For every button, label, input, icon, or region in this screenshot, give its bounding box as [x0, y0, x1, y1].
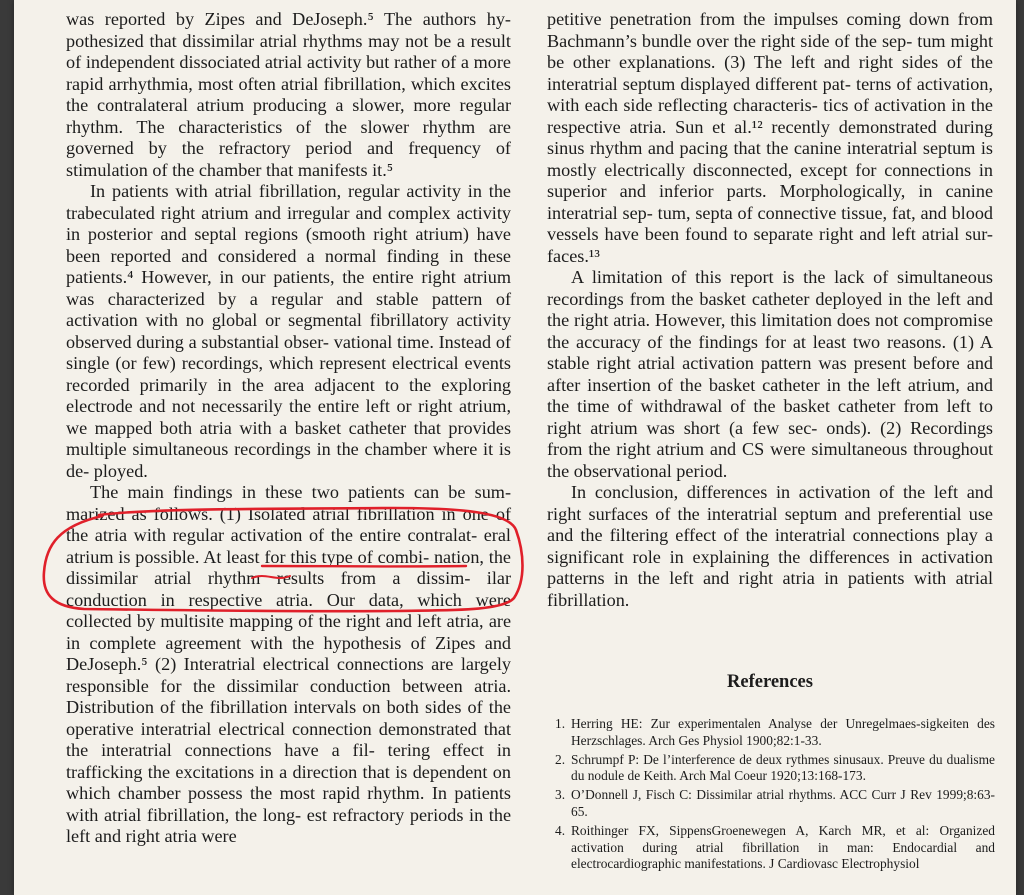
text-line: right surfaces of the interatrial septum and preferential — [547, 503, 962, 524]
text-line: demonstrated that the interatrial connections have a fil- — [66, 718, 511, 760]
text-line: eral atrium is possible. At least for this type of combi- — [66, 525, 511, 567]
right-paragraph-2 — [547, 267, 993, 482]
text-line: activation patterns in the left and right atria in patients — [547, 546, 994, 588]
text-line: simultaneous throughout the observational period. — [547, 439, 993, 481]
text-line: marized as follows. (1) Isolated atrial fibrillation in one — [66, 503, 489, 524]
text-line: the area adjacent to the exploring electrode and not — [66, 374, 512, 416]
text-line: activity in posterior and septal regions (smooth right — [66, 202, 511, 244]
text-line: A limitation of this report is the lack of simultaneous — [571, 267, 993, 287]
text-line: are in complete agreement with the hypothesis of Zipes — [66, 611, 512, 653]
text-line: atria. Distribution of the fibrillation intervals on both — [66, 675, 511, 717]
text-line: vational time. Instead of single (or few) recordings, — [66, 331, 512, 373]
text-line: terns of activation, with each side reflecting characteris- — [547, 73, 994, 115]
text-line: collected by multisite mapping of the right and left atria, — [66, 611, 484, 631]
text-line: use and the filtering effect of the interatrial connections — [547, 503, 994, 545]
text-line: and the right atria. However, this limitation does not — [547, 288, 993, 330]
text-line: tics of activation in the respective atria. Sun et al.¹² — [547, 95, 994, 137]
reference-number: 2. — [555, 751, 566, 767]
right-paragraph-1 — [547, 9, 993, 267]
text-line: nation, the dissimilar atrial rhythm results from a dissim- — [66, 546, 511, 588]
text-line: necessarily the entire left or right atrium, we mapped — [66, 396, 511, 438]
text-line: from Bachmann’s bundle over the right side of the sep- — [547, 9, 993, 51]
text-line: rapid rhythm. In patients with atrial fibrillation, the long- — [66, 783, 511, 825]
text-line: slower, more regular rhythm. The characteristics of the — [66, 95, 512, 137]
text-line: reasons. (1) A stable right atrial activation pattern was — [547, 331, 993, 373]
text-line: that the canine interatrial septum is mostly electrically — [547, 138, 993, 180]
text-line: and DeJoseph.⁵ (2) Interatrial electrical connections are — [66, 632, 512, 674]
text-line: In conclusion, differences in activation of the left and — [571, 482, 993, 502]
text-line: entire right atrium was characterized by a regular and — [66, 267, 511, 309]
paper-page — [14, 0, 1016, 895]
text-line: faces.¹³ — [547, 245, 600, 266]
text-line: largely responsible for the dissimilar conduction between — [66, 654, 511, 696]
reference-item — [555, 752, 995, 786]
text-line: which represent electrical events recorded primarily in — [66, 353, 511, 395]
text-line: tum might be other explanations. (3) The left and right — [547, 30, 993, 72]
text-line: tering effect in trafficking the excitations in a direction — [66, 740, 512, 782]
text-line: that is dependent on which chamber possess the most — [66, 761, 511, 803]
text-line: pothesized that dissimilar atrial rhythms may not be a — [66, 30, 465, 51]
text-line: it.⁵ — [372, 159, 394, 180]
references-heading: References — [727, 672, 813, 692]
left-paragraph-3 — [66, 482, 511, 848]
text-line: have been found to separate right and left atrial sur- — [604, 224, 993, 244]
reference-text: Herring HE: Zur experimentalen Analyse der Unregelmaes-sigkeiten des Herzschlages. Arch Ges Physiol 1900;82:1-33. — [571, 716, 995, 748]
text-line: simultaneous recordings in the chamber where it is de- — [66, 439, 511, 481]
text-line: recently demonstrated during sinus rhythm and pacing — [547, 116, 993, 158]
text-line: catheter from left to right atrium was short (a few sec- — [547, 396, 993, 438]
text-line: est refractory periods in the left and right atria were — [66, 804, 512, 846]
text-line: ployed. — [93, 460, 148, 481]
text-line: slower rhythm are governed by the refractory period and — [66, 116, 511, 158]
text-line: of a more rapid arrhythmia, most often atrial fibrillation, — [66, 52, 512, 94]
text-line: recordings from the basket catheter deployed in the left — [547, 288, 961, 309]
text-line: the trabeculated right atrium and irregular and complex — [66, 181, 512, 223]
text-line: petitive penetration from the impulses coming down — [547, 9, 950, 29]
text-line: was reported by Zipes and DeJoseph.⁵ The authors hy- — [66, 9, 511, 29]
text-line: In patients with atrial fibrillation, regular activity in — [90, 181, 482, 201]
reference-number: 3. — [555, 787, 566, 803]
text-line: inferior parts. Morphologically, in canine interatrial sep- — [547, 181, 994, 223]
reference-item — [555, 716, 995, 750]
reference-text: Roithinger FX, SippensGroenewegen A, Karch MR, et al: Organized activation during atrial fibrillation in man: Endocardial and electrocardiographic manifestations. J Cardiovasc Electrophysiol — [571, 822, 995, 872]
reference-item — [555, 823, 995, 873]
text-line: ilar conduction in respective atria. Our data, which were — [66, 568, 512, 610]
reference-number: 4. — [555, 822, 566, 838]
text-line: frequency of stimulation of the chamber that manifests — [66, 138, 511, 180]
left-paragraph-2 — [66, 181, 511, 482]
left-paragraph-1 — [66, 9, 511, 181]
text-line: onds). (2) Recordings from the right atrium and CS were — [547, 417, 993, 459]
text-line: sides of the interatrial septum displayed different pat- — [547, 52, 994, 94]
text-line: fibrillatory activity observed during a substantial obser- — [66, 310, 511, 352]
text-line: both atria with a basket catheter that provides multiple — [66, 417, 512, 459]
text-line: atrium) have been reported and considered a normal — [66, 224, 511, 266]
text-line: with atrial fibrillation. — [547, 568, 994, 610]
text-line: present before and after insertion of the basket catheter in — [547, 353, 994, 395]
text-line: of the atria with regular activation of the entire contralat- — [66, 503, 511, 545]
references-list — [555, 716, 995, 875]
right-paragraph-3 — [547, 482, 993, 611]
right-column — [547, 9, 993, 611]
text-line: the left atrium, and the time of withdrawal of the basket — [547, 374, 993, 416]
left-column — [66, 9, 511, 848]
reference-number: 1. — [555, 716, 566, 731]
reference-text: Schrumpf P: De l’interference de deux rythmes sinusaux. Preuve du dualisme du nodule de Keith. Arch Mal Coeur 1920;13:168-173. — [571, 751, 995, 784]
text-line: stable pattern of activation with no global or segmental — [66, 288, 512, 330]
text-line: finding in these patients.⁴ However, in our patients, the — [66, 245, 511, 287]
text-line: tum, septa of connective tissue, fat, and blood vessels — [547, 202, 994, 244]
text-line: The main findings in these two patients can be sum- — [90, 482, 511, 502]
text-line: disconnected, except for connections in superior and — [547, 159, 994, 201]
text-line: sides of the operative interatrial electrical connection — [66, 697, 512, 739]
text-line: which excites the contralateral atrium producing a — [66, 73, 511, 115]
reference-text: O’Donnell J, Fisch C: Dissimilar atrial rhythms. ACC Curr J Rev 1999;8:63-65. — [571, 787, 995, 819]
text-line: result of independent dissociated atrial activity but rather — [66, 30, 511, 72]
reference-item — [555, 787, 995, 821]
text-line: play a significant role in explaining the differences in — [547, 525, 993, 567]
text-line: compromise the accuracy of the findings for at least two — [547, 310, 994, 352]
